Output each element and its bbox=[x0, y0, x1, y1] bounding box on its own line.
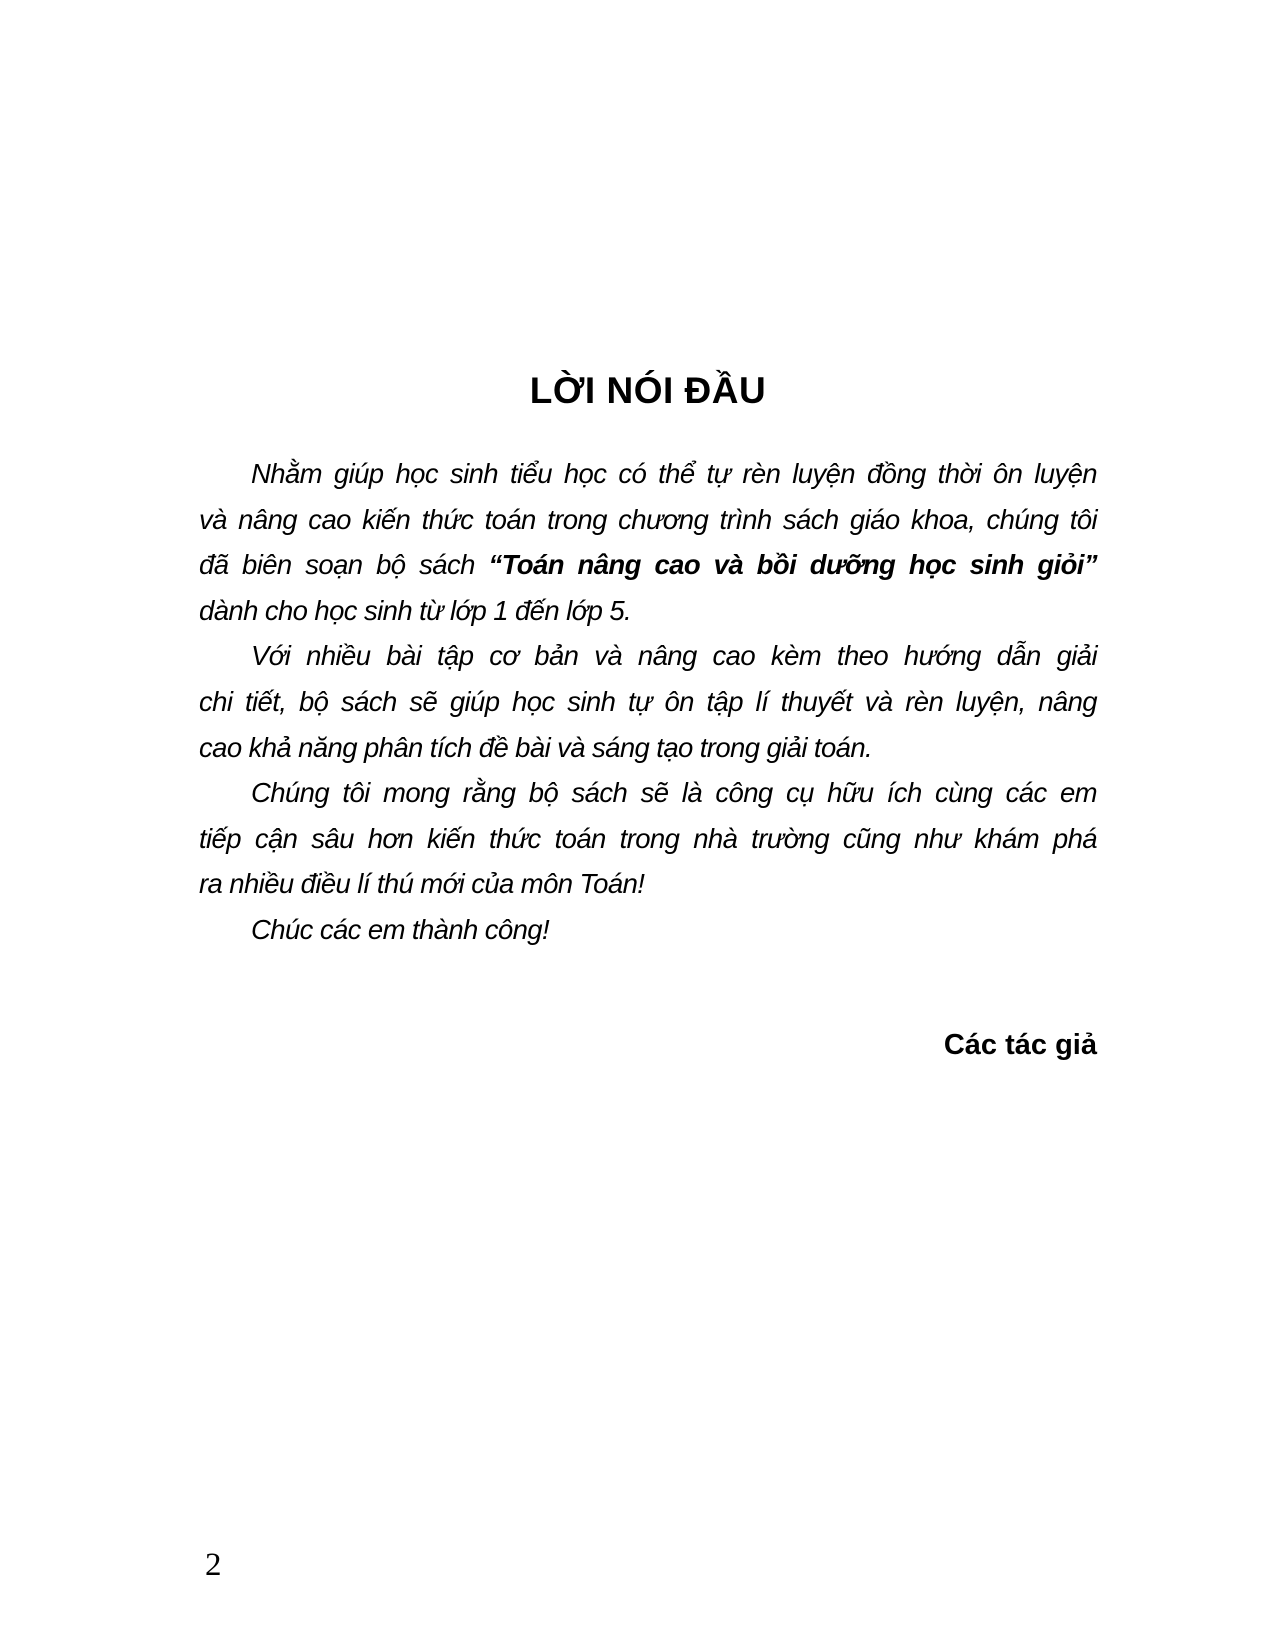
body-line-paragraph-2 bbox=[199, 679, 1097, 725]
body-text-segment: cao khả năng phân tích đề bài và sáng tạo trong giải toán. bbox=[199, 731, 873, 763]
body-line-paragraph-2 bbox=[199, 633, 1097, 679]
body-text-segment: tiếp cận sâu hơn kiến thức toán trong nhà trường cũng như khám phá bbox=[199, 822, 1097, 854]
body-line-paragraph-1 bbox=[199, 497, 1097, 543]
body-line-paragraph-1 bbox=[199, 542, 1097, 588]
body-text-segment: Chúng tôi mong rằng bộ sách sẽ là công cụ hữu ích cùng các em bbox=[251, 777, 1097, 809]
body-line-paragraph-3 bbox=[199, 861, 1097, 907]
book-title-bold-text: “Toán nâng cao và bồi dưỡng học sinh giỏi” bbox=[488, 549, 1097, 581]
body-text-segment: chi tiết, bộ sách sẽ giúp học sinh tự ôn tập lí thuyết và rèn luyện, nâng bbox=[199, 685, 1097, 717]
author-signature: Các tác giả bbox=[943, 1029, 1097, 1061]
preface-body bbox=[199, 451, 1097, 953]
body-line-paragraph-3 bbox=[199, 770, 1097, 816]
page-number: 2 bbox=[205, 1547, 222, 1583]
body-line-paragraph-2 bbox=[199, 725, 1097, 771]
body-line-paragraph-1 bbox=[199, 588, 1097, 634]
page-title: LỜI NÓI ĐẦU bbox=[529, 370, 767, 411]
body-text-segment: Nhằm giúp học sinh tiểu học có thể tự rèn luyện đồng thời ôn luyện bbox=[251, 458, 1097, 489]
body-text-segment: Chúc các em thành công! bbox=[251, 913, 550, 945]
body-text-segment: dành cho học sinh từ lớp 1 đến lớp 5. bbox=[199, 594, 632, 626]
body-text-segment: Với nhiều bài tập cơ bản và nâng cao kèm theo hướng dẫn giải bbox=[251, 640, 1097, 672]
body-text-segment: ra nhiều điều lí thú mới của môn Toán! bbox=[199, 868, 645, 900]
body-line-paragraph-1 bbox=[199, 451, 1097, 497]
body-line-paragraph-3 bbox=[199, 816, 1097, 862]
body-text-segment: và nâng cao kiến thức toán trong chương trình sách giáo khoa, chúng tôi bbox=[199, 503, 1097, 535]
body-line-paragraph-4 bbox=[199, 907, 1097, 953]
body-text-segment: đã biên soạn bộ sách bbox=[199, 549, 489, 581]
